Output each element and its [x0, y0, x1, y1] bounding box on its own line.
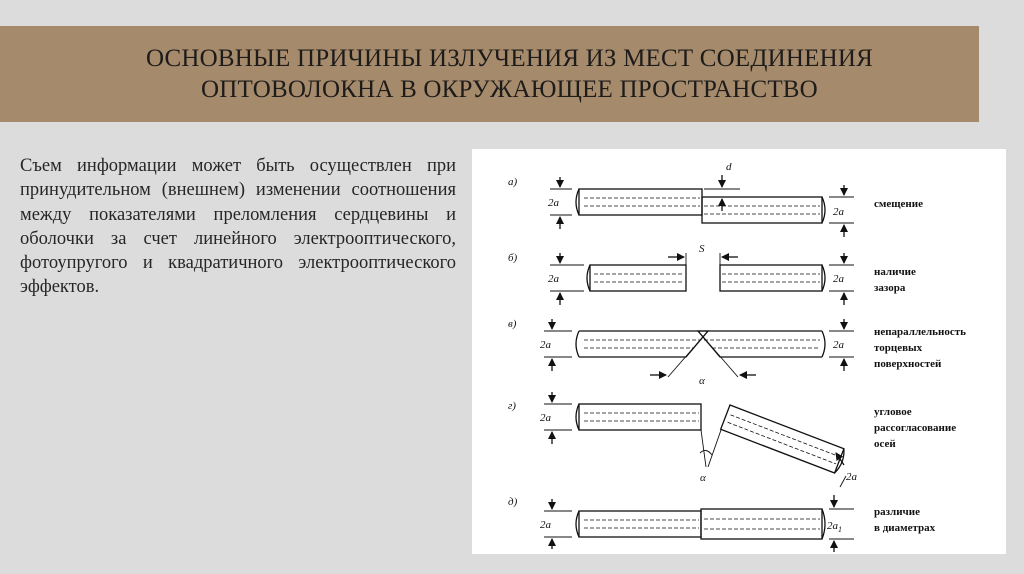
dim-2a-c-left: 2a: [540, 339, 551, 351]
title-line-1: ОСНОВНЫЕ ПРИЧИНЫ ИЗЛУЧЕНИЯ ИЗ МЕСТ СОЕДИНЕНИЯ: [145, 45, 874, 72]
fiber-right-a: [702, 197, 822, 223]
row-c-nonparallel-diagram: [544, 319, 854, 377]
dim-2a-a-left: 2a: [548, 197, 559, 209]
fiber-right-b: [720, 265, 822, 291]
dim-2a-b-right: 2a: [833, 273, 844, 285]
row-b-desc-1: наличие: [874, 266, 916, 278]
fiber-left-d: [579, 404, 701, 430]
row-c-desc-1: непараллельность: [874, 326, 966, 338]
dim-2a-d-left: 2a: [540, 412, 551, 424]
title-band: [0, 26, 979, 122]
row-d-desc-2: рассогласование: [874, 422, 957, 434]
row-letter-b: б): [508, 252, 518, 264]
dim-2a-c-right: 2a: [833, 339, 844, 351]
row-b-gap-diagram: [550, 253, 854, 305]
row-letter-e: д): [508, 496, 518, 508]
row-a-desc-1: смещение: [874, 198, 923, 210]
dim-2a-a-right: 2a: [833, 206, 844, 218]
row-letter-a: а): [508, 176, 518, 188]
dim-2a-d-right: 2a: [846, 471, 857, 483]
row-d-desc-1: угловое: [874, 406, 912, 418]
dim-2a-e-left: 2a: [540, 519, 551, 531]
angle-c: α: [699, 375, 705, 387]
angle-d: α: [700, 472, 706, 484]
dim-s: S: [699, 243, 705, 255]
fiber-left-b: [590, 265, 686, 291]
row-d-angular-diagram: [544, 392, 847, 487]
dim-2a-b-left: 2a: [548, 273, 559, 285]
row-c-desc-3: поверхностей: [874, 358, 942, 370]
dim-d: d: [726, 161, 732, 173]
fiber-junction-figure: [472, 149, 1006, 554]
row-e-diameter-diagram: [544, 495, 854, 552]
row-d-desc-3: осей: [874, 438, 896, 450]
dim-2a1-e-right: $2a_1$: [827, 520, 842, 534]
slide-title: [40, 26, 979, 122]
row-letter-d: г): [508, 400, 516, 412]
row-b-desc-2: зазора: [874, 282, 906, 294]
fiber-right-e: [701, 509, 822, 539]
fiber-left-a: [579, 189, 702, 215]
fiber-right-d: [721, 405, 844, 473]
fiber-diagram-svg: [472, 149, 1006, 554]
title-line-2: ОПТОВОЛОКНА В ОКРУЖАЮЩЕЕ ПРОСТРАНСТВО: [201, 76, 818, 103]
row-e-desc-2: в диаметрах: [874, 522, 936, 534]
fiber-right-c: [698, 331, 822, 357]
row-a-offset-diagram: [550, 175, 854, 237]
row-letter-c: в): [508, 318, 517, 330]
row-c-desc-2: торцевых: [874, 342, 923, 354]
body-paragraph: Съем информации может быть осуществлен при принудительном (внешнем) изменении соотношения между показателями преломления сердцевины и оболочки за счет линейного электрооптического, фотоупругого и квадратичного электрооптического эффектов.: [20, 156, 456, 298]
row-e-desc-1: различие: [874, 506, 920, 518]
fiber-left-e: [579, 511, 701, 537]
